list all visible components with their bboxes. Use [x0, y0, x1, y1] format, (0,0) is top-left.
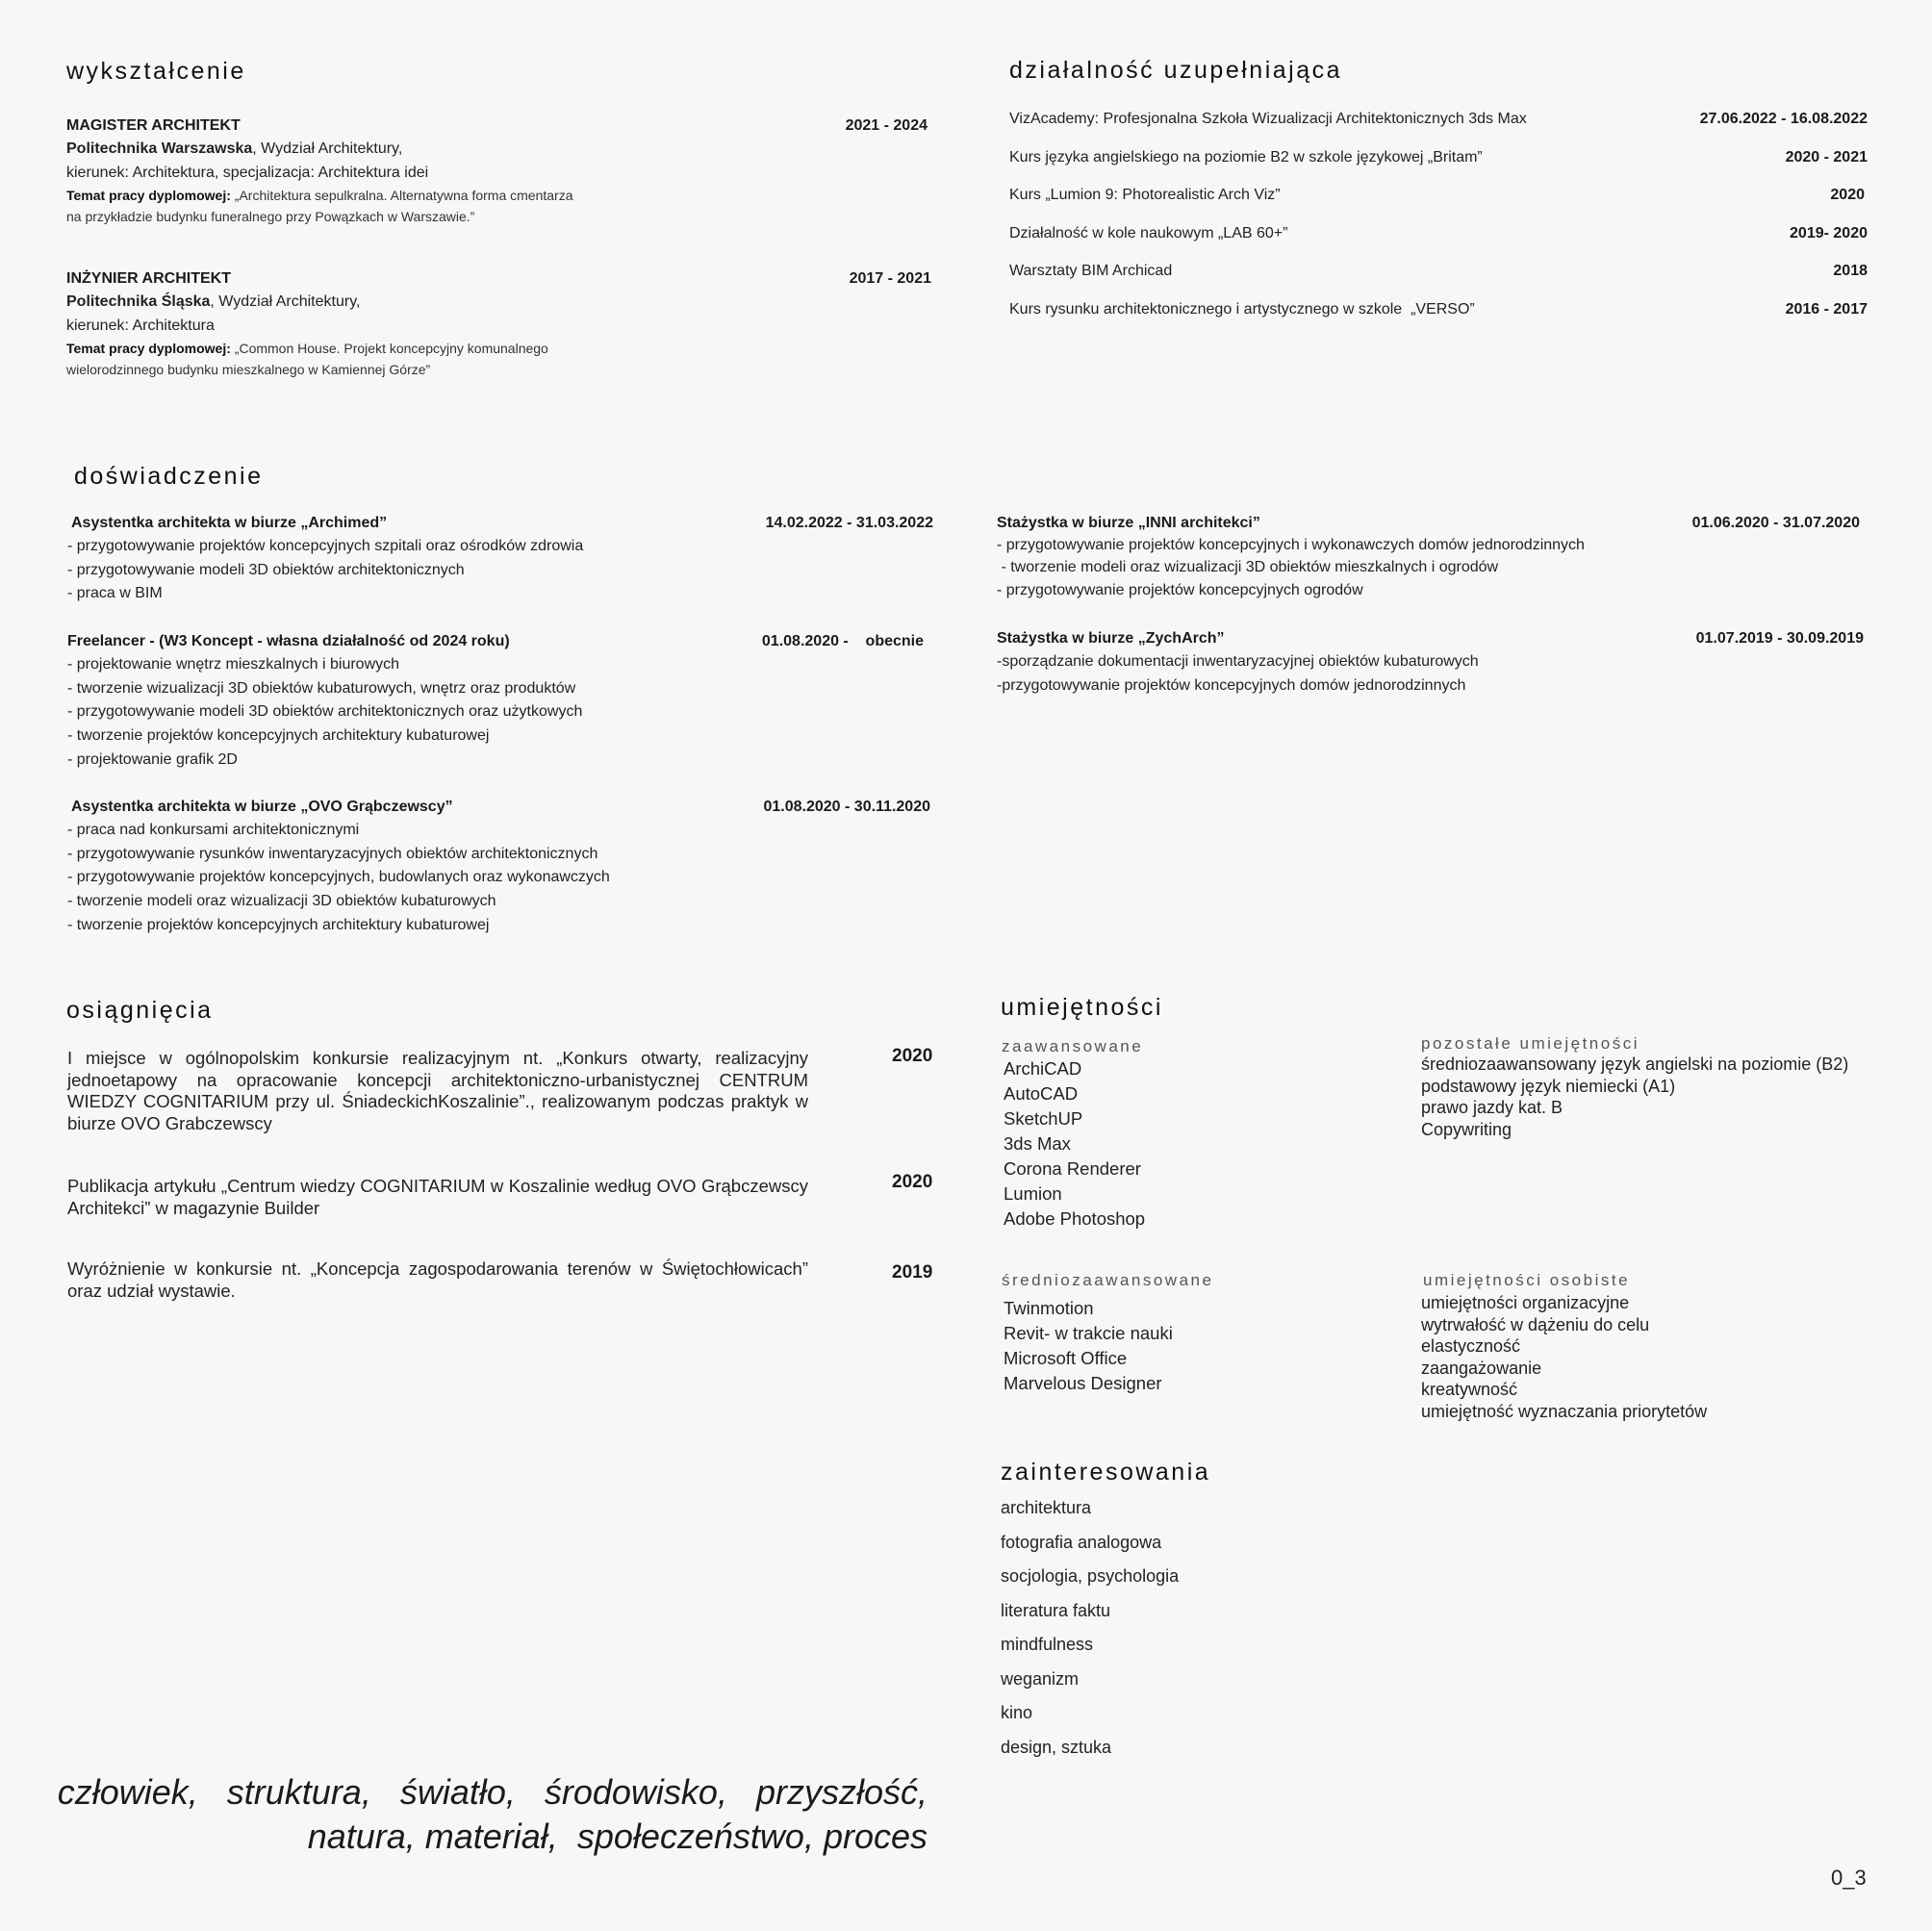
job-dates: 14.02.2022 - 31.03.2022 [765, 515, 933, 531]
job-dates: 01.08.2020 - 30.11.2020 [763, 799, 930, 815]
thesis-label: Temat pracy dyplomowej: [66, 188, 231, 203]
achievement-text: Publikacja artykułu „Centrum wiedzy COGNITARIUM w Koszalinie według OVO Grąbczewscy Architekci” w magazynie Builder [67, 1176, 808, 1218]
job-duty: - projektowanie grafik 2D [67, 750, 238, 768]
interests-list [1001, 1491, 1179, 1765]
skill-item: Lumion [1004, 1183, 1062, 1204]
skill-item: elastyczność [1421, 1336, 1521, 1356]
skills-personal [1421, 1271, 1707, 1422]
skills-heading: zaawansowane [1002, 1037, 1144, 1055]
job-duty: - praca nad konkursami architektonicznymi [67, 822, 360, 838]
job-position: Asystentka architekta w biurze „OVO Grąbczewscy” [71, 799, 453, 815]
motto-line: człowiek, struktura, światło, środowisko, przyszłość, [57, 1772, 928, 1812]
skill-item: umiejętność wyznaczania priorytetów [1421, 1401, 1708, 1421]
job-inni [997, 512, 1860, 602]
thesis-line: wielorodzinnego budynku mieszkalnego w Kamiennej Górze” [66, 362, 431, 377]
supplementary-list [1009, 111, 1868, 340]
major: kierunek: Architektura, specjalizacja: Architektura idei [66, 164, 429, 181]
interests-title: zainteresowania [1001, 1459, 1211, 1486]
achievement-year: 2020 [892, 1172, 933, 1192]
skill-item: kreatywność [1421, 1380, 1518, 1399]
school-name: Politechnika Śląska [66, 293, 211, 310]
thesis-label: Temat pracy dyplomowej: [66, 341, 231, 356]
job-duty: - projektowanie wnętrz mieszkalnych i biurowych [67, 656, 400, 673]
job-zycharch [997, 627, 1864, 698]
skills-advanced [1002, 1037, 1145, 1232]
job-duty: - tworzenie projektów koncepcyjnych architektury kubaturowej [67, 916, 490, 933]
job-duty: - przygotowywanie projektów koncepcyjnych i wykonawczych domów jednorodzinnych [997, 537, 1585, 553]
skill-item: Marvelous Designer [1004, 1373, 1162, 1393]
interest-item: weganizm [1001, 1668, 1080, 1689]
interest-item: mindfulness [1001, 1635, 1094, 1654]
school-name: Politechnika Warszawska [66, 140, 253, 157]
motto-line: natura, materiał, społeczeństwo, proces [307, 1817, 928, 1856]
job-dates: 01.08.2020 - obecnie [761, 633, 924, 649]
job-duty: - przygotowywanie projektów koncepcyjnych ogrodów [997, 581, 1363, 598]
faculty-name: , Wydział Architektury, [252, 140, 403, 157]
supplementary-dates: 2016 - 2017 [1785, 300, 1868, 318]
job-duty: - przygotowywanie modeli 3D obiektów architektonicznych [67, 561, 465, 578]
skill-item: Twinmotion [1004, 1298, 1094, 1318]
supplementary-label: Warsztaty BIM Archicad [1009, 263, 1173, 280]
job-duty: - przygotowywanie projektów koncepcyjnych, budowlanych oraz wykonawczych [67, 869, 610, 886]
skills-other [1421, 1034, 1848, 1140]
job-position: Stażystka w biurze „ZychArch” [997, 630, 1225, 647]
skill-item: wytrwałość w dążeniu do celu [1421, 1314, 1650, 1334]
major: kierunek: Architektura [66, 317, 215, 334]
thesis-line: „Common House. Projekt koncepcyjny komunalnego [230, 341, 548, 356]
skill-item: 3ds Max [1004, 1133, 1071, 1154]
job-ovo [67, 796, 930, 938]
interest-item: kino [1001, 1703, 1033, 1722]
skills-heading: pozostałe umiejętności [1421, 1034, 1640, 1053]
degree-dates: 2021 - 2024 [845, 117, 928, 134]
interest-item: architektura [1001, 1498, 1092, 1517]
degree-title: MAGISTER ARCHITEKT [66, 117, 241, 134]
job-duty: - tworzenie projektów koncepcyjnych architektury kubaturowej [67, 727, 490, 745]
supplementary-item [1009, 149, 1868, 188]
thesis-line: „Architektura sepulkralna. Alternatywna forma cmentarza [230, 188, 573, 203]
skill-item: podstawowy język niemiecki (A1) [1421, 1076, 1676, 1096]
supplementary-dates: 2019- 2020 [1790, 224, 1868, 241]
skill-item: SketchUP [1004, 1108, 1083, 1129]
supplementary-item [1009, 111, 1868, 149]
supplementary-item [1009, 263, 1868, 301]
skills-title: umiejętności [1001, 994, 1163, 1021]
supplementary-label: Kurs „Lumion 9: Photorealistic Arch Viz” [1009, 187, 1281, 204]
job-duty: -przygotowywanie projektów koncepcyjnych domów jednorodzinnych [997, 676, 1466, 694]
job-position: Freelancer - (W3 Koncept - własna działalność od 2024 roku) [67, 633, 510, 649]
supplementary-label: Działalność w kole naukowym „LAB 60+” [1009, 224, 1288, 241]
skill-item: Corona Renderer [1004, 1158, 1141, 1179]
skills-intermediate [1002, 1271, 1213, 1396]
degree-dates: 2017 - 2021 [849, 270, 931, 287]
supplementary-dates: 27.06.2022 - 16.08.2022 [1699, 111, 1868, 127]
skills-heading: średniozaawansowane [1002, 1271, 1214, 1289]
skills-heading: umiejętności osobiste [1423, 1271, 1631, 1289]
job-duty: - tworzenie wizualizacji 3D obiektów kubaturowych, wnętrz oraz produktów [67, 679, 576, 697]
job-position: Stażystka w biurze „INNI architekci” [997, 515, 1260, 531]
job-duty: - przygotowywanie rysunków inwentaryzacyjnych obiektów architektonicznych [67, 845, 598, 862]
job-archimed [67, 512, 933, 606]
skill-item: średniozaawansowany język angielski na poziomie (B2) [1421, 1054, 1849, 1074]
job-duty: - tworzenie modeli oraz wizualizacji 3D obiektów kubaturowych [67, 893, 496, 910]
achievements-title: osiągnięcia [66, 997, 214, 1024]
interest-item: socjologia, psychologia [1001, 1566, 1180, 1586]
skill-item: zaangażowanie [1421, 1358, 1542, 1378]
supplementary-dates: 2018 [1833, 263, 1868, 280]
achievement-text: I miejsce w ogólnopolskim konkursie realizacyjnym nt. „Konkurs otwarty, realizacyjny jednoetapowy na opracowanie koncepcji architektoniczno-urbanistycznej CENTRUM WIEDZY COGNITARIUM przy ul. ŚniadeckichKoszalinie”., realizowanym podczas praktyk w biurze OVO Grabczewscy [67, 1048, 808, 1133]
supplementary-label: Kurs rysunku architektonicznego i artystycznego w szkole „VERSO” [1009, 300, 1475, 318]
education-title: wykształcenie [66, 58, 246, 85]
supplementary-item [1009, 301, 1868, 340]
job-duty: - praca w BIM [67, 585, 163, 602]
job-duty: - przygotowywanie modeli 3D obiektów architektonicznych oraz użytkowych [67, 703, 583, 721]
interest-item: literatura faktu [1001, 1600, 1111, 1620]
faculty-name: , Wydział Architektury, [210, 293, 361, 310]
skill-item: Revit- w trakcie nauki [1004, 1323, 1173, 1343]
skill-item: Microsoft Office [1004, 1348, 1128, 1368]
skill-item: umiejętności organizacyjne [1421, 1293, 1630, 1312]
skill-item: prawo jazdy kat. B [1421, 1098, 1563, 1117]
skill-item: Adobe Photoshop [1004, 1208, 1146, 1229]
experience-title: doświadczenie [74, 463, 264, 490]
job-duty: - przygotowywanie projektów koncepcyjnych szpitali oraz ośrodków zdrowia [67, 538, 584, 554]
job-duty: - tworzenie modeli oraz wizualizacji 3D obiektów mieszkalnych i ogrodów [997, 558, 1499, 575]
job-freelancer [67, 630, 924, 773]
supplementary-item [1009, 187, 1868, 225]
achievement-year: 2020 [892, 1046, 933, 1066]
supplementary-label: Kurs języka angielskiego na poziomie B2 w szkole językowej „Britam” [1009, 148, 1483, 165]
supplementary-label: VizAcademy: Profesjonalna Szkoła Wizualizacji Architektonicznych 3ds Max [1009, 111, 1527, 127]
interest-item: design, sztuka [1001, 1737, 1112, 1757]
job-dates: 01.07.2019 - 30.09.2019 [1695, 630, 1864, 647]
supplementary-item [1009, 225, 1868, 264]
supplementary-dates: 2020 [1830, 187, 1865, 204]
job-position: Asystentka architekta w biurze „Archimed” [71, 515, 388, 531]
skill-item: AutoCAD [1004, 1083, 1079, 1104]
skill-item: Copywriting [1421, 1119, 1513, 1139]
interest-item: fotografia analogowa [1001, 1532, 1162, 1552]
job-duty: -sporządzanie dokumentacji inwentaryzacyjnej obiektów kubaturowych [997, 653, 1479, 670]
achievement-year: 2019 [892, 1262, 933, 1283]
thesis-line: na przykładzie budynku funeralnego przy Powązkach w Warszawie.” [66, 209, 475, 224]
education-entry-master [66, 114, 932, 227]
achievement-text: Wyróżnienie w konkursie nt. „Koncepcja zagospodarowania terenów w Świętochłowicach” oraz udział wystawie. [67, 1258, 808, 1301]
supplementary-dates: 2020 - 2021 [1785, 148, 1868, 165]
job-dates: 01.06.2020 - 31.07.2020 [1691, 515, 1860, 531]
degree-title: INŻYNIER ARCHITEKT [66, 270, 231, 287]
page-number: 0_3 [1831, 1866, 1867, 1890]
skill-item: ArchiCAD [1004, 1058, 1082, 1079]
education-entry-engineer [66, 267, 932, 380]
supplementary-title: działalność uzupełniająca [1009, 57, 1343, 84]
